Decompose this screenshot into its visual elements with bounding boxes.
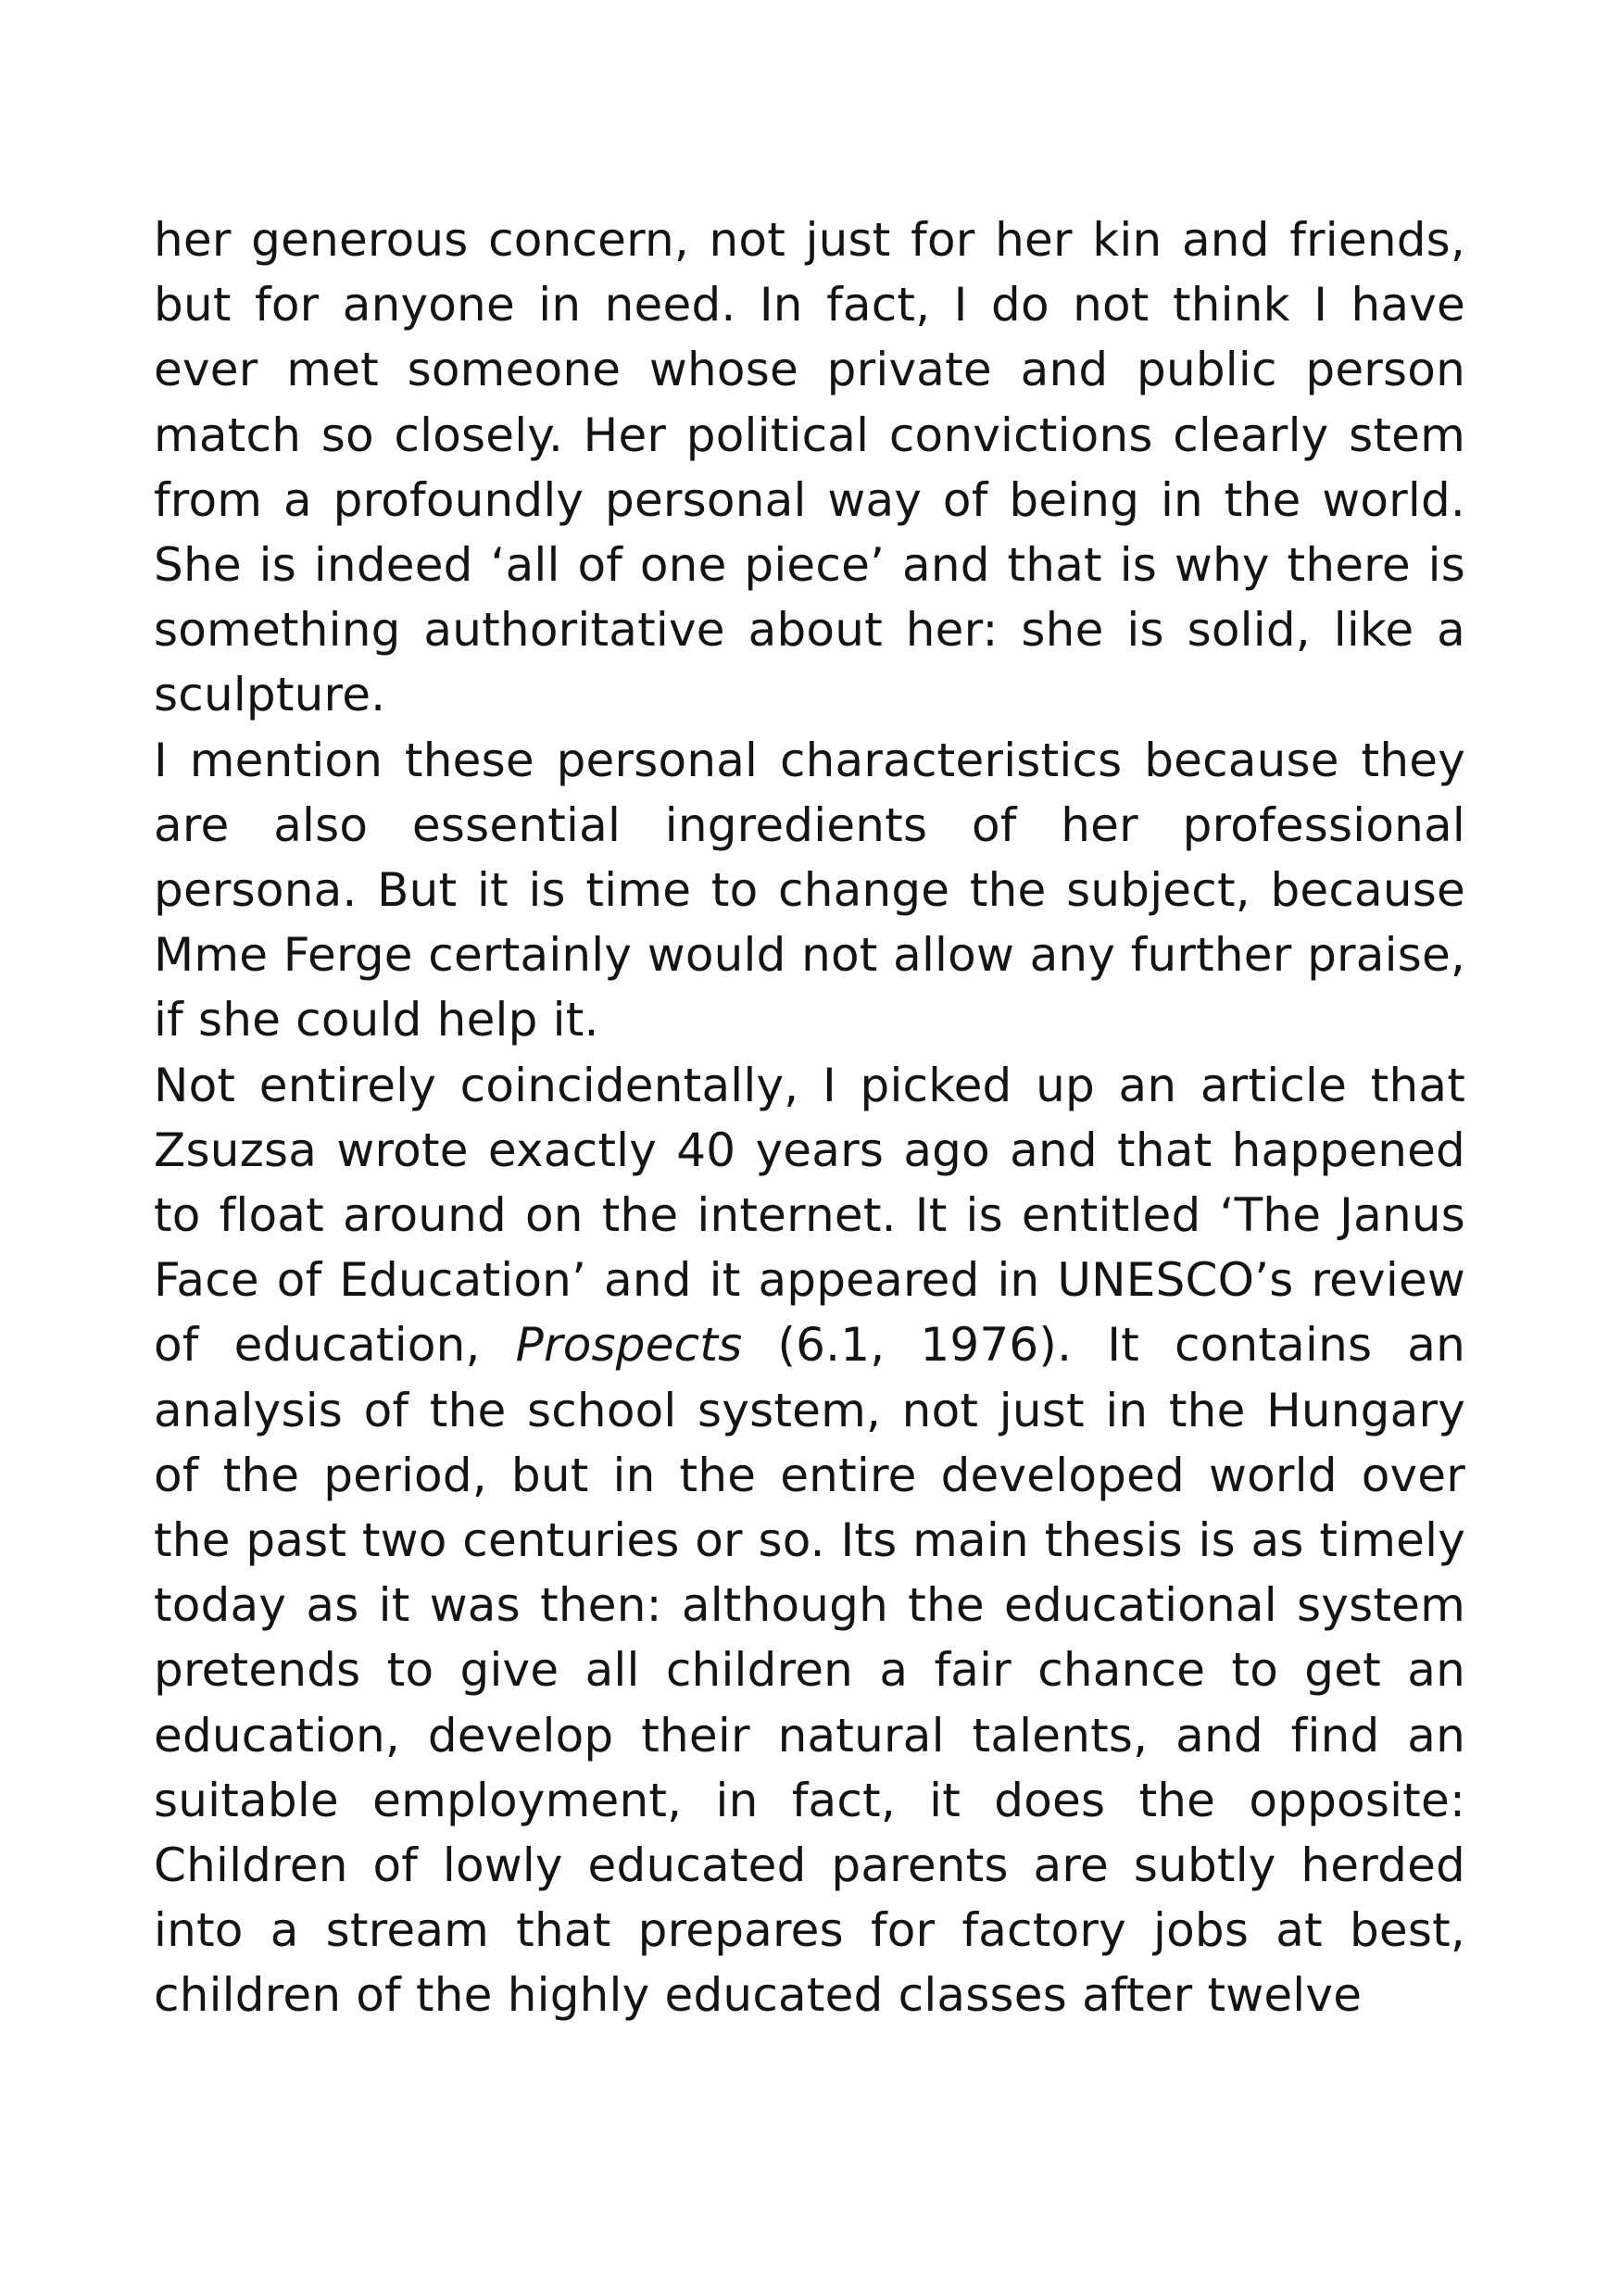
paragraph-professional-persona: I mention these personal characteristics because they are also essential ingredients of her professional persona. But it is time to change the subject, because Mme Ferge certainly would not allow any further praise, if she could help it. — [154, 733, 1465, 1048]
document-page — [154, 207, 1465, 2028]
paragraph-janus-face-article — [154, 1053, 1465, 2028]
journal-title: Prospects — [515, 1318, 743, 1373]
paragraph-personal-concern: her generous concern, not just for her kin and friends, but for anyone in need. In fact, I do not think I have ever met someone whose private and public person match so closely. Her political convictions clearly stem from a profoundly personal way of being in the world. She is indeed ‘all of one piece’ and that is why there is something authoritative about her: she is solid, like a sculpture. — [154, 213, 1465, 722]
article-text-intro: Not entirely coincidentally, I picked up an article that Zsuzsa wrote exactly 40 years ago and that happened to float around on the internet. It is entitled ‘The Janus Face of Education’ and it appeared in UNESCO’s review of education, — [154, 1058, 1465, 1373]
article-text-body: (6.1, 1976). It contains an analysis of the school system, not just in the Hungary of the period, but in the entire developed world over the past two centuries or so. Its main thesis is as timely today as it was then: although the educational system pretends to give all children a fair chance to get an education, develop their natural talents, and find an suitable employment, in fact, it does the opposite: Children of lowly educated parents are subtly herded into a stream that prepares for factory jobs at best, children of the highly educated classes after twelve — [154, 1318, 1465, 2023]
